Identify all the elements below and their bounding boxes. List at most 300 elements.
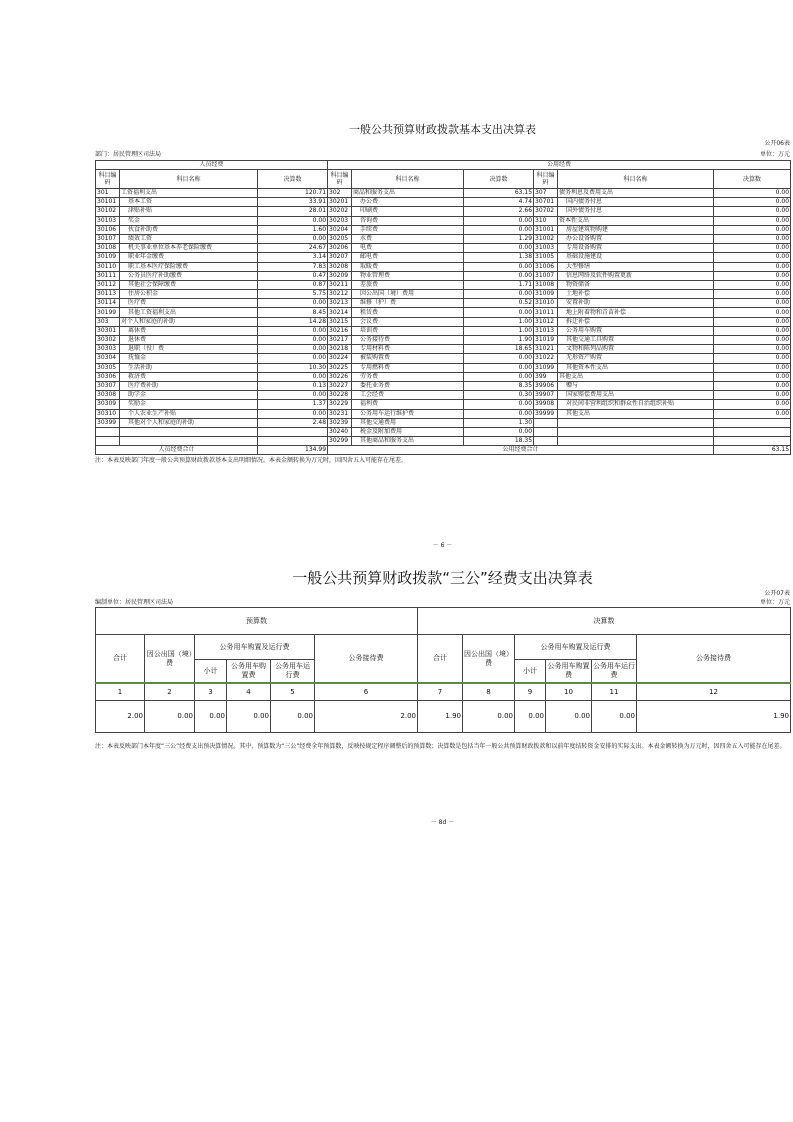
cell-amount: 0.00	[258, 336, 328, 345]
cell-name: 其他支出	[558, 372, 714, 381]
cell-code: 30310	[96, 409, 120, 418]
cell-amount: 18.65	[464, 345, 534, 354]
cell-code: 30114	[96, 299, 120, 308]
cell-name: 专用燃料费	[352, 363, 464, 372]
cell-name: 物业管理费	[352, 271, 464, 280]
cell-amount: 120.71	[258, 189, 328, 198]
table-row	[96, 336, 791, 345]
cell-name: 信息网络及软件购置更新	[558, 271, 714, 280]
col-amount: 决算数	[258, 170, 328, 189]
cell-amount: 0.00	[464, 225, 534, 234]
cell-code: 303	[96, 317, 120, 326]
cell-amount: 0.00	[258, 409, 328, 418]
table-row	[96, 418, 791, 427]
cell-code: 31011	[534, 308, 558, 317]
value-cell: 0.00	[515, 701, 546, 733]
col-code: 科目编码	[328, 170, 352, 189]
cell-code: 31019	[534, 336, 558, 345]
budget-total-header: 合计	[96, 635, 145, 684]
cell-code: 30107	[96, 234, 120, 243]
cell-amount: 24.67	[258, 244, 328, 253]
sub-header-row-1	[96, 635, 791, 660]
cell-amount: 0.00	[714, 308, 791, 317]
cell-code: 30399	[96, 418, 120, 427]
cell-amount: 0.00	[714, 198, 791, 207]
cell-name: 因公出国（境）费用	[352, 290, 464, 299]
cell-name: 被装购置费	[352, 354, 464, 363]
column-index: 9	[515, 683, 546, 701]
table-row	[96, 189, 791, 198]
cell-amount: 1.60	[258, 225, 328, 234]
cell-code: 30111	[96, 271, 120, 280]
cell-code: 301	[96, 189, 120, 198]
cell-name: 办公设备购置	[558, 234, 714, 243]
cell-name	[558, 418, 714, 427]
cell-name: 安置补助	[558, 299, 714, 308]
column-index: 3	[195, 683, 227, 701]
cell-code: 30199	[96, 308, 120, 317]
cell-name: 赠与	[558, 381, 714, 390]
cell-code: 30231	[328, 409, 352, 418]
cell-amount: 0.00	[714, 400, 791, 409]
cell-code: 30702	[534, 207, 558, 216]
cell-name: 地上附着物和青苗补偿	[558, 308, 714, 317]
cell-amount: 0.00	[258, 216, 328, 225]
cell-amount: 0.87	[258, 280, 328, 289]
cell-name: 其他社会保障缴费	[120, 280, 258, 289]
cell-code: 30301	[96, 326, 120, 335]
cell-code: 30213	[328, 299, 352, 308]
table-row	[96, 280, 791, 289]
col-code: 科目编码	[96, 170, 120, 189]
cell-amount	[714, 437, 791, 446]
cell-code: 30203	[328, 216, 352, 225]
cell-code: 30215	[328, 317, 352, 326]
final-car-run-header: 公务用车运行费	[592, 660, 637, 684]
table-row	[96, 363, 791, 372]
sheet2-note: 注：本表反映部门本年度“三公”经费支出预决算情况。其中，预算数为“三公”经费全年预算数，反映按规定程序调整后的预算数；决算数是包括当年一般公共预算财政拨款和以前年度结转资金安排的实际支出。本表金额转换为万元时，因四舍五入可能存在尾差。	[95, 743, 786, 750]
cell-amount: 0.00	[258, 372, 328, 381]
cell-amount: 0.00	[714, 391, 791, 400]
cell-name: 绩效工资	[120, 234, 258, 243]
cell-name: 公务用车运行维护费	[352, 409, 464, 418]
cell-amount: 0.00	[714, 271, 791, 280]
value-cell: 1.90	[418, 701, 463, 733]
table-row	[96, 225, 791, 234]
cell-name: 劳务费	[352, 372, 464, 381]
cell-name: 房屋建筑物购建	[558, 225, 714, 234]
cell-code: 30108	[96, 244, 120, 253]
table-row	[96, 308, 791, 317]
cell-code: 39999	[534, 409, 558, 418]
cell-amount: 2.66	[464, 207, 534, 216]
cell-amount: 0.00	[714, 345, 791, 354]
cell-name: 手续费	[352, 225, 464, 234]
cell-amount: 0.00	[714, 207, 791, 216]
final-subtotal-header: 小计	[515, 660, 546, 684]
cell-code: 30102	[96, 207, 120, 216]
cell-amount: 0.00	[714, 409, 791, 418]
cell-code: 30101	[96, 198, 120, 207]
table-row	[96, 372, 791, 381]
cell-amount: 0.00	[464, 262, 534, 271]
cell-code: 30240	[328, 427, 352, 436]
cell-code: 30110	[96, 262, 120, 271]
cell-name: 工资福利支出	[120, 189, 258, 198]
cell-code: 30109	[96, 253, 120, 262]
table-row	[96, 409, 791, 418]
cell-amount: 1.00	[464, 326, 534, 335]
cell-code: 30216	[328, 326, 352, 335]
cell-name: 医疗费	[120, 299, 258, 308]
sheet1-page-number: － 6 －	[432, 542, 453, 549]
cell-code: 30302	[96, 336, 120, 345]
table-row	[96, 253, 791, 262]
column-index: 2	[145, 683, 195, 701]
cell-code: 31001	[534, 225, 558, 234]
budget-reception-header: 公务接待费	[315, 635, 418, 684]
cell-name: 退休费	[120, 336, 258, 345]
cell-code: 30229	[328, 400, 352, 409]
cell-name: 印刷费	[352, 207, 464, 216]
cell-code: 30208	[328, 262, 352, 271]
cell-code: 31010	[534, 299, 558, 308]
cell-amount: 28.01	[258, 207, 328, 216]
cell-name: 税金及附加费用	[352, 427, 464, 436]
cell-code: 30308	[96, 391, 120, 400]
cell-code: 30228	[328, 391, 352, 400]
cell-amount: 0.00	[714, 262, 791, 271]
cell-amount: 0.00	[714, 299, 791, 308]
cell-name: 职工基本医疗保险缴费	[120, 262, 258, 271]
col-amount: 决算数	[714, 170, 791, 189]
cell-name: 退职（役）费	[120, 345, 258, 354]
table-row	[96, 391, 791, 400]
cell-code: 30112	[96, 280, 120, 289]
cell-code: 30305	[96, 363, 120, 372]
cell-name: 办公费	[352, 198, 464, 207]
column-index: 7	[418, 683, 463, 701]
table-row	[96, 437, 791, 446]
cell-code: 31003	[534, 244, 558, 253]
cell-name	[558, 427, 714, 436]
cell-name: 其他资本性支出	[558, 363, 714, 372]
cell-amount	[258, 427, 328, 436]
cell-name: 抚恤金	[120, 354, 258, 363]
cell-name: 助学金	[120, 391, 258, 400]
cell-code: 30103	[96, 216, 120, 225]
cell-amount: 1.00	[464, 317, 534, 326]
cell-code: 30306	[96, 372, 120, 381]
total-personnel-label: 人员经费合计	[96, 446, 258, 455]
cell-code: 39908	[534, 400, 558, 409]
totals-row	[96, 446, 791, 455]
table-row	[96, 271, 791, 280]
cell-amount: 8.45	[258, 308, 328, 317]
column-index: 6	[315, 683, 418, 701]
cell-code	[534, 437, 558, 446]
cell-name: 其他工资福利支出	[120, 308, 258, 317]
cell-code: 302	[328, 189, 352, 198]
cell-amount	[714, 427, 791, 436]
cell-code: 31007	[534, 271, 558, 280]
cell-name: 专用设备购置	[558, 244, 714, 253]
sheet1-unit: 单位：万元	[759, 151, 790, 158]
cell-name: 生活补助	[120, 363, 258, 372]
cell-code: 30211	[328, 280, 352, 289]
col-name: 科目名称	[352, 170, 464, 189]
table-row	[96, 198, 791, 207]
cell-amount: 1.38	[464, 253, 534, 262]
value-cell: 0.00	[463, 701, 515, 733]
cell-code: 30106	[96, 225, 120, 234]
section-personnel: 人员经费	[96, 161, 328, 170]
section-public: 公用经费	[328, 161, 791, 170]
table-row	[96, 234, 791, 243]
col-name: 科目名称	[120, 170, 258, 189]
value-cell: 0.00	[546, 701, 592, 733]
cell-code: 30204	[328, 225, 352, 234]
cell-code: 31008	[534, 280, 558, 289]
cell-amount: 0.00	[464, 354, 534, 363]
cell-code: 30218	[328, 345, 352, 354]
cell-code: 31002	[534, 234, 558, 243]
cell-amount: 0.00	[714, 244, 791, 253]
cell-code	[534, 418, 558, 427]
budget-subtotal-header: 小计	[195, 660, 227, 684]
final-group: 决算数	[418, 608, 791, 635]
cell-code: 39906	[534, 381, 558, 390]
cell-code: 31009	[534, 290, 558, 299]
cell-code: 31005	[534, 253, 558, 262]
sheet1-note: 注：本表反映部门年度一般公共预算财政拨款基本支出明细情况。本表金额转换为万元时，因四舍五入可能存在尾差。	[95, 457, 408, 465]
cell-amount: 0.00	[714, 317, 791, 326]
cell-amount: 0.00	[714, 253, 791, 262]
final-car-buy-header: 公务用车购置费	[546, 660, 592, 684]
col-amount: 决算数	[464, 170, 534, 189]
cell-name: 公务接待费	[352, 336, 464, 345]
cell-name: 差旅费	[352, 280, 464, 289]
table-row	[96, 317, 791, 326]
cell-code: 30207	[328, 253, 352, 262]
cell-amount	[714, 418, 791, 427]
cell-name: 公务用车购置	[558, 326, 714, 335]
cell-name: 医疗费补助	[120, 381, 258, 390]
cell-code: 30309	[96, 400, 120, 409]
cell-amount: 0.00	[714, 189, 791, 198]
cell-name: 无形资产购置	[558, 354, 714, 363]
three-public-table	[95, 607, 791, 733]
basic-expenditure-table	[95, 160, 791, 455]
budget-car-buy-header: 公务用车购置费	[227, 660, 271, 684]
budget-abroad-header: 因公出国（境）费	[145, 635, 195, 684]
cell-amount: 0.00	[714, 216, 791, 225]
cell-name: 工会经费	[352, 391, 464, 400]
cell-name: 公务员医疗补助缴费	[120, 271, 258, 280]
table-row	[96, 400, 791, 409]
group-header-row	[96, 608, 791, 635]
cell-name: 会议费	[352, 317, 464, 326]
column-index: 5	[271, 683, 315, 701]
value-cell: 1.90	[637, 701, 791, 733]
sheet1-dept: 部门：居民管理区司法局	[95, 151, 162, 158]
cell-amount: 18.35	[464, 437, 534, 446]
column-index: 12	[637, 683, 791, 701]
cell-amount: 0.00	[258, 299, 328, 308]
final-abroad-header: 因公出国（境）费	[463, 635, 515, 684]
column-index: 11	[592, 683, 637, 701]
table-row	[96, 354, 791, 363]
cell-name: 伙食补助费	[120, 225, 258, 234]
cell-name: 专用材料费	[352, 345, 464, 354]
cell-amount: 1.90	[464, 336, 534, 345]
cell-code: 30206	[328, 244, 352, 253]
cell-amount: 0.00	[714, 326, 791, 335]
values-row	[96, 701, 791, 733]
cell-code: 30701	[534, 198, 558, 207]
cell-amount: 0.00	[464, 400, 534, 409]
value-cell: 0.00	[145, 701, 195, 733]
cell-name: 其他交通费用	[352, 418, 464, 427]
cell-code: 30307	[96, 381, 120, 390]
cell-name: 商品和服务支出	[352, 189, 464, 198]
col-code: 科目编码	[534, 170, 558, 189]
cell-amount: 0.00	[258, 354, 328, 363]
cell-amount: 0.00	[464, 271, 534, 280]
cell-amount: 0.00	[714, 363, 791, 372]
cell-name: 租赁费	[352, 308, 464, 317]
value-cell: 0.00	[227, 701, 271, 733]
index-row	[96, 683, 791, 701]
cell-name: 培训费	[352, 326, 464, 335]
cell-code: 307	[534, 189, 558, 198]
cell-name: 拆迁补偿	[558, 317, 714, 326]
cell-name: 文物和陈列品购置	[558, 345, 714, 354]
cell-code: 30224	[328, 354, 352, 363]
table-row	[96, 427, 791, 436]
cell-name: 奖金	[120, 216, 258, 225]
column-index: 10	[546, 683, 592, 701]
cell-name: 津贴补贴	[120, 207, 258, 216]
cell-amount: 0.00	[714, 225, 791, 234]
column-index: 4	[227, 683, 271, 701]
budget-car-group-header: 公务用车购置及运行费	[195, 635, 315, 660]
cell-code: 30225	[328, 363, 352, 372]
sheet1-title: 一般公共预算财政拨款基本支出决算表	[349, 123, 536, 136]
table-row	[96, 326, 791, 335]
cell-amount: 0.00	[714, 280, 791, 289]
cell-amount: 1.71	[464, 280, 534, 289]
cell-amount: 0.00	[714, 336, 791, 345]
cell-name: 其他对个人和家庭的补助	[120, 418, 258, 427]
cell-name: 机关事业单位基本养老保险缴费	[120, 244, 258, 253]
cell-name: 国外债务付息	[558, 207, 714, 216]
cell-amount: 0.00	[714, 372, 791, 381]
cell-name: 对民间非营利组织和群众性自治组织补贴	[558, 400, 714, 409]
cell-name: 债务利息及费用支出	[558, 189, 714, 198]
table-row	[96, 207, 791, 216]
cell-amount: 0.00	[464, 290, 534, 299]
table-row	[96, 290, 791, 299]
cell-amount: 0.00	[464, 427, 534, 436]
cell-code	[96, 437, 120, 446]
cell-amount: 5.75	[258, 290, 328, 299]
cell-code: 30202	[328, 207, 352, 216]
cell-code: 310	[534, 216, 558, 225]
table-row	[96, 299, 791, 308]
cell-amount: 33.91	[258, 198, 328, 207]
sheet1-code: 公开06表	[764, 140, 790, 147]
cell-code: 30201	[328, 198, 352, 207]
cell-amount: 3.14	[258, 253, 328, 262]
cell-amount: 0.00	[464, 409, 534, 418]
total-public-label: 公用经费合计	[328, 446, 714, 455]
cell-amount: 8.35	[464, 381, 534, 390]
basic-expenditure-sheet	[95, 122, 790, 549]
cell-code: 30217	[328, 336, 352, 345]
cell-amount: 7.83	[258, 262, 328, 271]
cell-amount: 0.52	[464, 299, 534, 308]
cell-amount: 1.30	[464, 418, 534, 427]
cell-name: 基础设施建设	[558, 253, 714, 262]
cell-code: 30239	[328, 418, 352, 427]
cell-code	[534, 427, 558, 436]
cell-name: 委托业务费	[352, 381, 464, 390]
cell-amount: 0.00	[464, 216, 534, 225]
col-name: 科目名称	[558, 170, 714, 189]
cell-code: 399	[534, 372, 558, 381]
table-body	[96, 189, 791, 446]
cell-amount: 0.00	[258, 345, 328, 354]
column-header-row	[96, 170, 791, 189]
table-row	[96, 244, 791, 253]
cell-name: 其他支出	[558, 409, 714, 418]
value-cell: 2.00	[315, 701, 418, 733]
cell-name: 国内债务付息	[558, 198, 714, 207]
cell-amount: 0.00	[464, 372, 534, 381]
cell-amount: 0.00	[714, 290, 791, 299]
cell-code: 30226	[328, 372, 352, 381]
cell-code: 30227	[328, 381, 352, 390]
cell-amount: 0.00	[258, 234, 328, 243]
cell-name: 职业年金缴费	[120, 253, 258, 262]
cell-code: 30303	[96, 345, 120, 354]
total-personnel-value: 134.99	[258, 446, 328, 455]
cell-code: 31099	[534, 363, 558, 372]
cell-amount: 1.37	[258, 400, 328, 409]
cell-amount: 2.48	[258, 418, 328, 427]
cell-name: 土地补偿	[558, 290, 714, 299]
value-cell: 0.00	[271, 701, 315, 733]
table-row	[96, 381, 791, 390]
cell-name: 福利费	[352, 400, 464, 409]
cell-name: 个人农业生产补贴	[120, 409, 258, 418]
sheet2-unit: 单位：万元	[759, 599, 790, 606]
sheet2-page-number: － 8d －	[430, 819, 455, 826]
sheet1-code-line	[95, 138, 790, 149]
cell-amount: 0.00	[258, 326, 328, 335]
cell-amount: 0.00	[464, 363, 534, 372]
cell-amount: 63.15	[464, 189, 534, 198]
cell-code: 30304	[96, 354, 120, 363]
final-total-header: 合计	[418, 635, 463, 684]
cell-name: 国家赔偿费用支出	[558, 391, 714, 400]
sheet2-dept: 编制单位：居民管理区司法局	[95, 599, 174, 606]
cell-name: 对个人和家庭的补助	[120, 317, 258, 326]
cell-amount: 0.00	[714, 234, 791, 243]
column-index: 8	[463, 683, 515, 701]
cell-name: 物资储备	[558, 280, 714, 289]
